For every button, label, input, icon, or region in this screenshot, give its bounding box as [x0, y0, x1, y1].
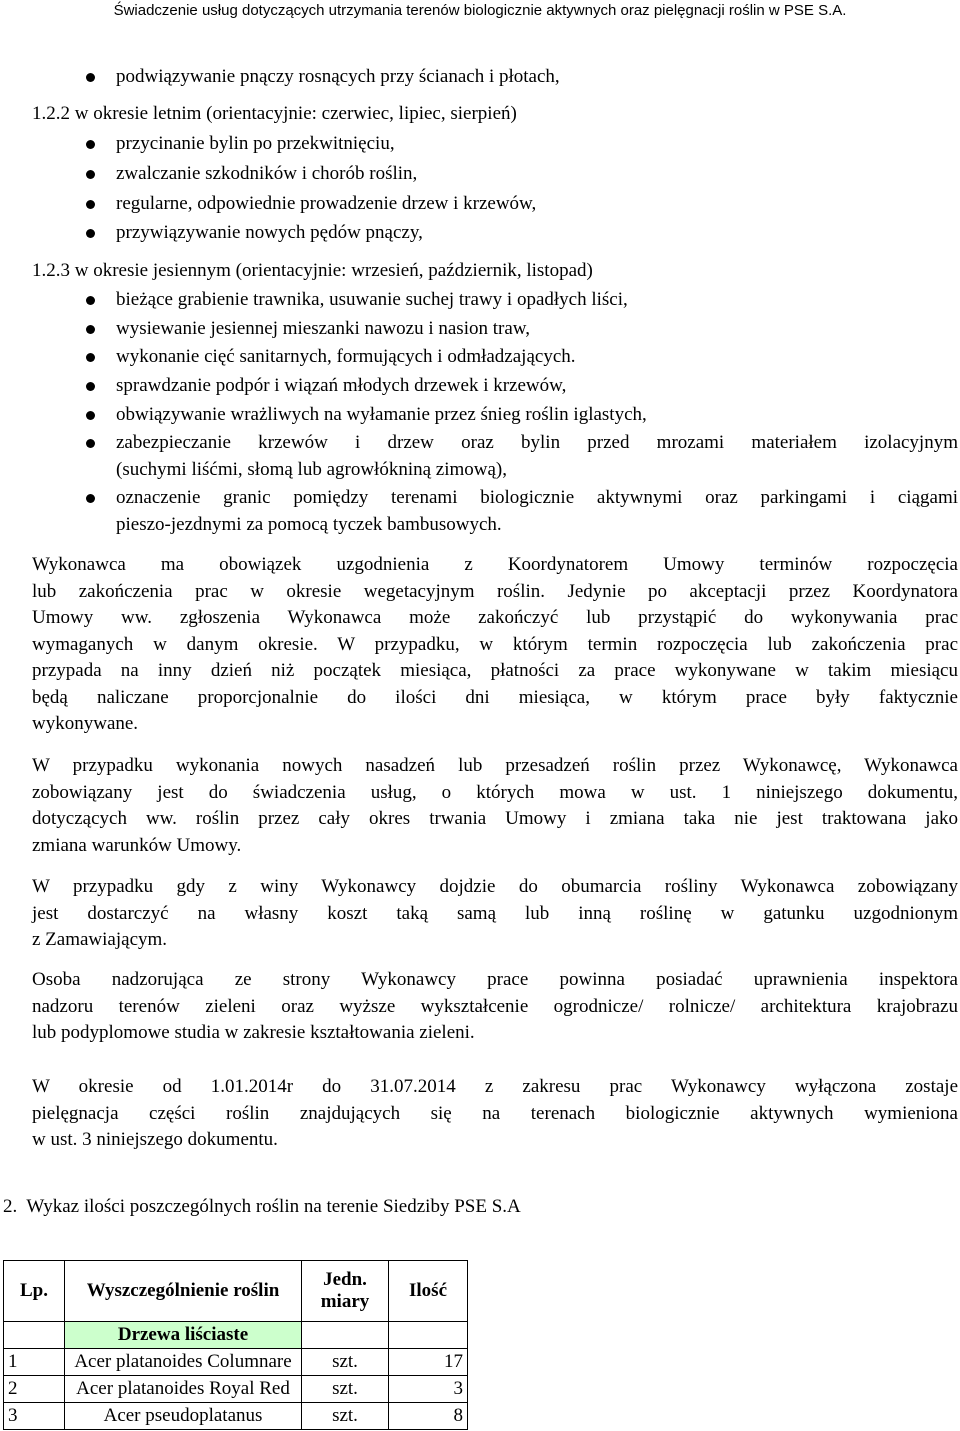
table-cell: [302, 1322, 389, 1349]
column-header-unit: [302, 1261, 389, 1322]
list-item-multiline: [116, 485, 958, 538]
text-line: jest dostarczyć na własny koszt taką samą lub inną roślinę w gatunku uzgodnionym: [32, 902, 958, 924]
bullet-icon: [86, 325, 95, 334]
plants-table: [3, 1260, 468, 1430]
text-line: W okresie od 1.01.2014r do 31.07.2014 z zakresu prac Wykonawcy wyłączona zostaje: [32, 1076, 958, 1097]
row-unit: szt.: [302, 1349, 389, 1376]
section-heading-123: 1.2.3 w okresie jesiennym (orientacyjnie: wrzesień, październik, listopad): [32, 260, 593, 281]
row-unit: szt.: [302, 1376, 389, 1403]
bullet-icon: [86, 170, 95, 179]
column-header-qty: Ilość: [389, 1261, 468, 1322]
list-item: sprawdzanie podpór i wiązań młodych drzewek i krzewów,: [116, 375, 567, 396]
document-header: Świadczenie usług dotyczących utrzymania terenów biologicznie aktywnych oraz pielęgnacji roślin w PSE S.A.: [113, 2, 847, 19]
paragraph: [32, 1074, 958, 1154]
list-item-multiline: [116, 430, 958, 483]
text-line: wymaganych w danym okresie. W przypadku, w którym termin rozpoczęcia lub zakończenia prac: [32, 633, 958, 655]
list-item: bieżące grabienie trawnika, usuwanie suchej trawy i opadłych liści,: [116, 289, 628, 310]
group-label: Drzewa liściaste: [65, 1322, 302, 1349]
row-qty: 8: [389, 1403, 468, 1430]
text-line: przypada na inny dzień niż początek miesiąca, płatności za prace wykonywane w takim miesiącu: [32, 660, 958, 681]
text-line: będą naliczane proporcjonalnie do ilości dni miesiąca, w którym prace były faktycznie: [32, 686, 958, 708]
row-lp: 3: [4, 1403, 65, 1430]
bullet-icon: [86, 200, 95, 209]
text-line: wykonywane.: [32, 713, 139, 734]
text-line: pieszo-jezdnymi za pomocą tyczek bambusowych.: [116, 513, 502, 535]
list-item: regularne, odpowiednie prowadzenie drzew i krzewów,: [116, 193, 537, 214]
text-line: nadzoru terenów zieleni oraz wyższe wykształcenie ogrodnicze/ rolnicze/ architektura krajobrazu: [32, 995, 958, 1017]
text-line: pielęgnacja części roślin znajdujących się na terenach biologicznie aktywnych wymieniona: [32, 1102, 958, 1124]
text-line: W przypadku wykonania nowych nasadzeń lub przesadzeń roślin przez Wykonawcę, Wykonawca: [32, 755, 958, 776]
text-line: z Zamawiającym.: [32, 929, 168, 950]
column-header-lp: Lp.: [4, 1261, 65, 1322]
bullet-icon: [86, 229, 95, 238]
text-line: W przypadku gdy z winy Wykonawcy dojdzie do obumarcia rośliny Wykonawca zobowiązany: [32, 876, 958, 897]
table-header-row: [4, 1261, 468, 1322]
row-name: Acer pseudoplatanus: [65, 1403, 302, 1430]
paragraph: [32, 753, 958, 859]
table-cell: [389, 1322, 468, 1349]
paragraph: [32, 874, 958, 954]
bullet-icon: [86, 140, 95, 149]
table-row: [4, 1376, 468, 1403]
paragraph: [32, 967, 958, 1047]
table-row: [4, 1349, 468, 1376]
row-name: Acer platanoides Columnare: [65, 1349, 302, 1376]
row-lp: 2: [4, 1376, 65, 1403]
column-header-name: Wyszczególnienie roślin: [65, 1261, 302, 1322]
header-line: Jedn.: [323, 1269, 367, 1290]
text-line: zabezpieczanie krzewów i drzew oraz bylin przed mrozami materiałem izolacyjnym: [116, 432, 958, 453]
bullet-icon: [86, 382, 95, 391]
bullet-icon: [86, 439, 95, 448]
text-line: lub podyplomowe studia w zakresie kształtowania zieleni.: [32, 1022, 475, 1043]
row-qty: 3: [389, 1376, 468, 1403]
bullet-icon: [86, 73, 95, 82]
table-group-row: [4, 1322, 468, 1349]
text-line: zmiana warunków Umowy.: [32, 834, 242, 856]
text-line: (suchymi liśćmi, słomą lub agrowłókniną zimową),: [116, 458, 508, 480]
list-item: wysiewanie jesiennej mieszanki nawozu i nasion traw,: [116, 318, 531, 339]
text-line: Umowy ww. zgłoszenia Wykonawca może zakończyć lub przystąpić do wykonywania prac: [32, 607, 958, 628]
bullet-icon: [86, 353, 95, 362]
section-heading-2: 2. Wykaz ilości poszczególnych roślin na terenie Siedziby PSE S.A: [3, 1196, 521, 1217]
text-line: Wykonawca ma obowiązek uzgodnienia z Koordynatorem Umowy terminów rozpoczęcia: [32, 554, 958, 575]
text-line: dotyczących ww. roślin przez cały okres trwania Umowy i zmiana taka nie jest traktowana jako: [32, 808, 958, 829]
row-unit: szt.: [302, 1403, 389, 1430]
list-item: obwiązywanie wrażliwych na wyłamanie przez śnieg roślin iglastych,: [116, 404, 647, 425]
row-lp: 1: [4, 1349, 65, 1376]
list-item: przycinanie bylin po przekwitnięciu,: [116, 133, 395, 154]
row-name: Acer platanoides Royal Red: [65, 1376, 302, 1403]
text-line: lub zakończenia prac w okresie wegetacyjnym roślin. Jedynie po akceptacji przez Koordynatora: [32, 580, 958, 602]
section-heading-122: 1.2.2 w okresie letnim (orientacyjnie: czerwiec, lipiec, sierpień): [32, 103, 517, 124]
bullet-icon: [86, 296, 95, 305]
table-row: [4, 1403, 468, 1430]
list-item: wykonanie cięć sanitarnych, formujących i odmładzających.: [116, 346, 576, 367]
bullet-icon: [86, 494, 95, 503]
paragraph: [32, 552, 958, 738]
list-item: podwiązywanie pnączy rosnących przy ścianach i płotach,: [116, 66, 560, 87]
table-cell: [4, 1322, 65, 1349]
row-qty: 17: [389, 1349, 468, 1376]
bullet-icon: [86, 411, 95, 420]
text-line: zobowiązany jest do świadczenia usług, o których mowa w ust. 1 niniejszego dokumentu,: [32, 781, 958, 803]
text-line: Osoba nadzorująca ze strony Wykonawcy prace powinna posiadać uprawnienia inspektora: [32, 969, 958, 990]
header-line: miary: [320, 1291, 370, 1312]
list-item: przywiązywanie nowych pędów pnączy,: [116, 222, 423, 243]
text-line: w ust. 3 niniejszego dokumentu.: [32, 1129, 278, 1150]
text-line: oznaczenie granic pomiędzy terenami biologicznie aktywnymi oraz parkingami i ciągami: [116, 487, 958, 508]
list-item: zwalczanie szkodników i chorób roślin,: [116, 163, 418, 184]
